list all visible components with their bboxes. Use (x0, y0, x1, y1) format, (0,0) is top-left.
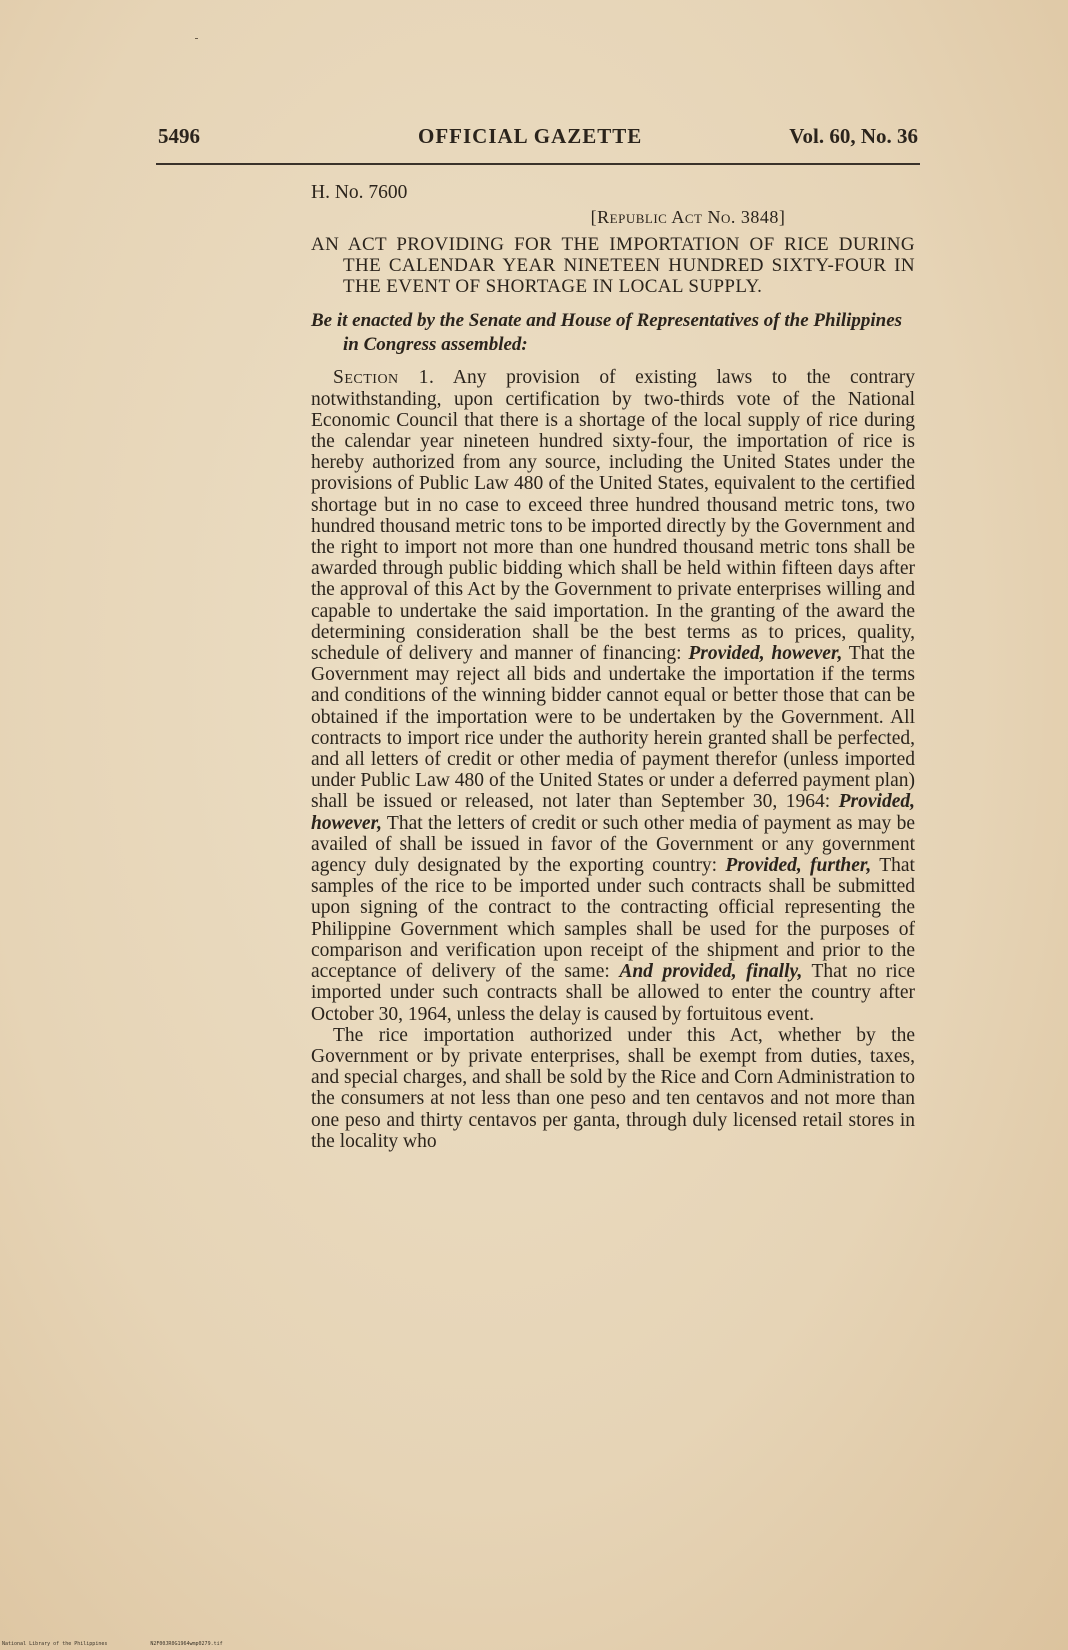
proviso-phrase: Provided, however, (688, 643, 843, 665)
section-text: That the letters of credit or such other media of payment as may be availed of shall be issued in favor of the Government or any government agency duly designated by the exporting country: (311, 812, 915, 877)
section-1-paragraph (311, 367, 915, 1024)
page-number: 5496 (158, 124, 200, 148)
header-rule (156, 163, 920, 165)
paragraph-2: The rice importation authorized under this Act, whether by the Government or by private enterprises, shall be exempt from duties, taxes, and special charges, and shall be sold by the Rice and Corn Administration to the consumers at not less than one peso and ten centavos and not more than one peso and thirty centavos per ganta, through duly licensed retail stores in the locality who (311, 1024, 916, 1152)
running-header (158, 120, 918, 154)
enacting-clause: Be it enacted by the Senate and House of Representatives of the Philippines in Congress assembled: (311, 310, 903, 356)
act-title: AN ACT PROVIDING FOR THE IMPORTATION OF RICE DURING THE CALENDAR YEAR NINETEEN HUNDRED SIXTY-FOUR IN THE EVENT OF SHORTAGE IN LOCAL SUPPLY. (311, 234, 915, 298)
proviso-phrase: Provided, however, (311, 791, 915, 834)
section-text: Any provision of existing laws to the contrary notwithstanding, upon certification by two-thirds vote of the National Economic Council that there is a shortage of the local supply of rice during the calendar year nineteen hundred sixty-four, the importation of rice is hereby authorized from any source, including the United States under the provisions of Public Law 480 of the United States, equivalent to the certified shortage but in no case to exceed three hundred thousand metric tons, two hundred thousand metric tons to be imported directly by the Government and the right to import not more than one hundred thousand metric tons shall be awarded through public bidding which shall be held within fifteen days after the approval of this Act by the Government to private enterprises willing and capable to undertake the said importation. In the granting of the award the determining consideration shall be the best terms as to prices, quality, schedule of delivery and manner of financing: (311, 367, 915, 665)
proviso-phrase: Provided, further, (725, 855, 872, 877)
republic-act-number: [Republic Act No. 3848] (590, 207, 786, 228)
section-text: That the Government may reject all bids and undertake the importation if the terms and conditions of the winning bidder cannot equal or better those that can be obtained if the importation were to be undertaken by the Government. All contracts to import rice under the authority herein granted shall be perfected, and all letters of credit or other media of payment therefor (unless imported under Public Law 480 of the United States or under a deferred payment plan) shall be issued or released, not later than September 30, 1964: (311, 643, 915, 813)
publication-title: OFFICIAL GAZETTE (418, 124, 643, 148)
house-bill-number: H. No. 7600 (311, 182, 408, 203)
section-text: That no rice imported under such contracts shall be allowed to enter the country after October 30, 1964, unless the delay is caused by fortuitous event. (311, 961, 915, 1025)
library-credit: National Library of the Philippines (2, 1641, 108, 1647)
file-identifier: N2F00JR0G1964wmp0279.tif (150, 1641, 223, 1647)
section-text: That samples of the rice to be imported under such contracts shall be submitted upon signing of the contract to the contracting official representing the Philippine Government which samples shall be used for the purposes of comparison and verification upon receipt of the shipment and prior to the acceptance of delivery of the same: (311, 855, 915, 983)
proviso-phrase: And provided, finally, (619, 961, 803, 983)
paper-speck (195, 38, 198, 39)
volume-number: Vol. 60, No. 36 (789, 124, 918, 148)
scan-footer (2, 1641, 263, 1647)
section-label: Section 1. (333, 367, 435, 389)
document-body (311, 182, 915, 1152)
